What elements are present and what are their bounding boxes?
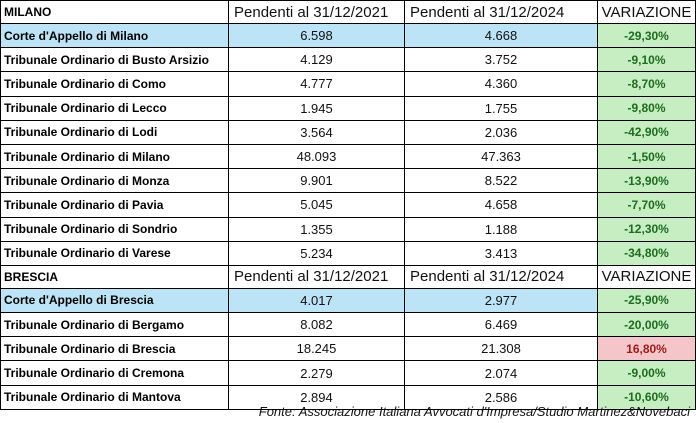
variation-cell: -9,00%: [598, 361, 696, 385]
court-name: Tribunale Ordinario di Como: [1, 72, 229, 96]
variation-cell: -7,70%: [598, 193, 696, 217]
pending-2021: 1.945: [229, 96, 405, 120]
pending-2021: 1.355: [229, 217, 405, 241]
pending-2021: 4.777: [229, 72, 405, 96]
variation-cell: -42,90%: [598, 120, 696, 144]
col-header-2024: Pendenti al 31/12/2024: [405, 1, 598, 24]
court-name: Tribunale Ordinario di Lodi: [1, 120, 229, 144]
pending-2024: 1.755: [405, 96, 598, 120]
table-row: [1, 361, 696, 385]
table-row: [1, 169, 696, 193]
court-name: Tribunale Ordinario di Brescia: [1, 337, 229, 361]
variation-cell: -25,90%: [598, 288, 696, 312]
pending-2024: 8.522: [405, 169, 598, 193]
court-name: Tribunale Ordinario di Varese: [1, 241, 229, 265]
table-row: [1, 24, 696, 48]
col-header-2021: Pendenti al 31/12/2021: [229, 1, 405, 24]
pending-2024: 4.360: [405, 72, 598, 96]
table-row: [1, 120, 696, 144]
pending-2021: 48.093: [229, 144, 405, 168]
pending-2021: 8.082: [229, 313, 405, 337]
pending-2021: 5.045: [229, 193, 405, 217]
court-name: Tribunale Ordinario di Mantova: [1, 385, 229, 409]
pending-2024: 4.668: [405, 24, 598, 48]
pending-2024: 2.036: [405, 120, 598, 144]
variation-cell: -1,50%: [598, 144, 696, 168]
variation-cell-positive: 16,80%: [598, 337, 696, 361]
brescia-header-row: [1, 265, 696, 288]
pending-2024: 3.413: [405, 241, 598, 265]
table-row: [1, 72, 696, 96]
court-name: Tribunale Ordinario di Pavia: [1, 193, 229, 217]
col-header-variazione: VARIAZIONE: [598, 1, 696, 24]
pending-2021: 2.279: [229, 361, 405, 385]
pending-2021: 4.129: [229, 48, 405, 72]
court-name: Corte d'Appello di Milano: [1, 24, 229, 48]
pending-2021: 3.564: [229, 120, 405, 144]
pending-2024: 6.469: [405, 313, 598, 337]
variation-cell: -10,60%: [598, 385, 696, 409]
milano-header-row: [1, 1, 696, 24]
court-name: Tribunale Ordinario di Milano: [1, 144, 229, 168]
pending-2021: 4.017: [229, 288, 405, 312]
pending-2024: 2.074: [405, 361, 598, 385]
pending-2021: 18.245: [229, 337, 405, 361]
court-name: Tribunale Ordinario di Busto Arsizio: [1, 48, 229, 72]
table-row: [1, 144, 696, 168]
pending-2024: 1.188: [405, 217, 598, 241]
table-row: [1, 96, 696, 120]
variation-cell: -9,10%: [598, 48, 696, 72]
table-row: [1, 337, 696, 361]
table-row: [1, 241, 696, 265]
court-name: Tribunale Ordinario di Lecco: [1, 96, 229, 120]
pending-2021: 5.234: [229, 241, 405, 265]
pending-2024: 2.586: [405, 385, 598, 409]
col-header-2024: Pendenti al 31/12/2024: [405, 265, 598, 288]
court-name: Tribunale Ordinario di Monza: [1, 169, 229, 193]
pending-2024: 47.363: [405, 144, 598, 168]
col-header-2021: Pendenti al 31/12/2021: [229, 265, 405, 288]
pending-2024: 2.977: [405, 288, 598, 312]
variation-cell: -20,00%: [598, 313, 696, 337]
pending-2021: 2.894: [229, 385, 405, 409]
table-row: [1, 288, 696, 312]
table-row: [1, 313, 696, 337]
variation-cell: -8,70%: [598, 72, 696, 96]
pending-2021: 6.598: [229, 24, 405, 48]
variation-cell: -12,30%: [598, 217, 696, 241]
court-name: Tribunale Ordinario di Cremona: [1, 361, 229, 385]
variation-cell: -13,90%: [598, 169, 696, 193]
court-name: Tribunale Ordinario di Sondrio: [1, 217, 229, 241]
court-name: Tribunale Ordinario di Bergamo: [1, 313, 229, 337]
pending-2024: 4.658: [405, 193, 598, 217]
court-name: Corte d'Appello di Brescia: [1, 288, 229, 312]
variation-cell: -34,80%: [598, 241, 696, 265]
variation-cell: -9,80%: [598, 96, 696, 120]
pending-2024: 21.308: [405, 337, 598, 361]
table-row: [1, 193, 696, 217]
variation-cell: -29,30%: [598, 24, 696, 48]
table-row: [1, 48, 696, 72]
section-title-milano: MILANO: [1, 1, 229, 24]
section-title-brescia: BRESCIA: [1, 265, 229, 288]
table-row: [1, 217, 696, 241]
pending-2021: 9.901: [229, 169, 405, 193]
pending-2024: 3.752: [405, 48, 598, 72]
source-note: Fonte: Associazione Italiana Avvocati d'Impresa/Studio Martinez&Novebaci: [258, 404, 690, 419]
col-header-variazione: VARIAZIONE: [598, 265, 696, 288]
